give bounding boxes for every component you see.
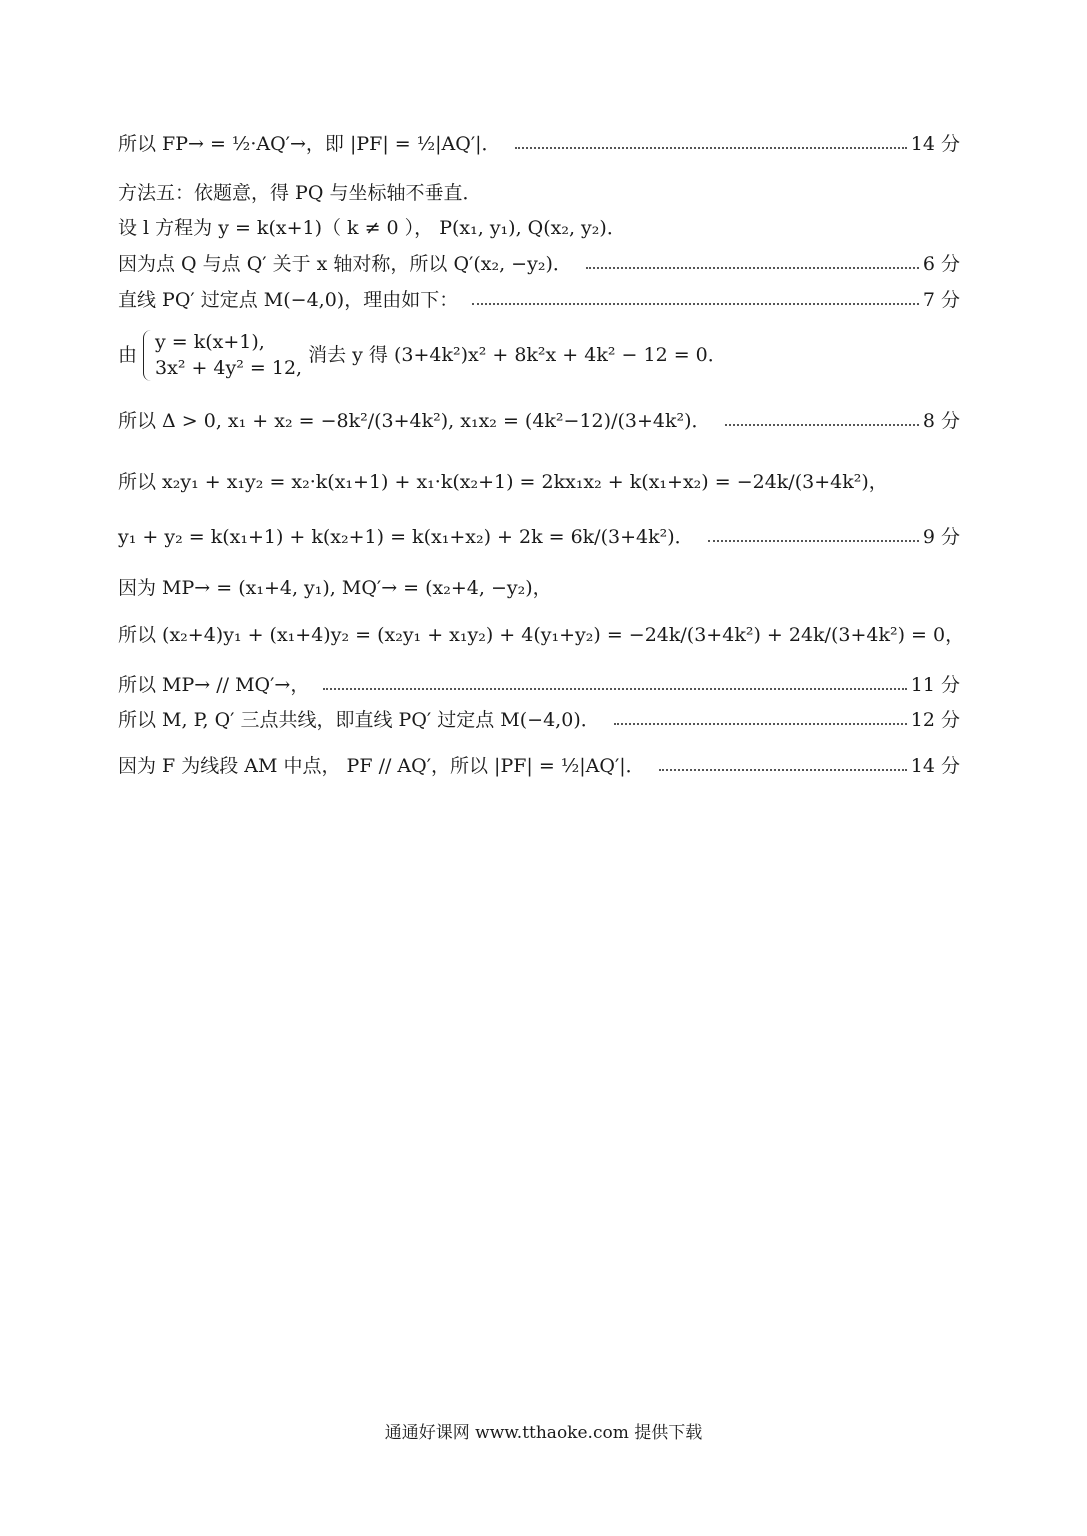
dot-leader	[323, 688, 906, 690]
line-text: 方法五：依题意，得 PQ 与坐标轴不垂直．	[118, 182, 482, 204]
line-5	[118, 289, 960, 312]
score-label: 12 分	[910, 709, 960, 731]
system-row-2: 3x² + 4y² = 12,	[155, 356, 303, 379]
score-label: 8 分	[922, 410, 960, 432]
score-label: 11 分	[910, 674, 960, 696]
equation-system-line	[118, 330, 960, 381]
score-label: 6 分	[922, 253, 960, 275]
line-text: 设 l 方程为 y = k(x+1)（ k ≠ 0 ）， P(x₁, y₁), Q(x₂, y₂)．	[118, 217, 626, 239]
dot-leader	[659, 769, 907, 771]
line-text: 所以 x₂y₁ + x₁y₂ = x₂·k(x₁+1) + x₁·k(x₂+1) = 2kx₁x₂ + k(x₁+x₂) = −24k/(3+4k²)，	[118, 471, 888, 493]
score-label: 9 分	[922, 526, 960, 548]
dot-leader	[515, 147, 907, 149]
line-text: y₁ + y₂ = k(x₁+1) + k(x₂+1) = k(x₁+x₂) + 2k = 6k/(3+4k²)．	[118, 526, 694, 548]
line-text: 因为 F 为线段 AM 中点， PF // AQ′，所以 |PF| = ½|AQ′|．	[118, 755, 645, 777]
dot-leader	[708, 540, 919, 542]
dot-leader	[725, 424, 919, 426]
line-text: 所以 FP→ = ½·AQ′→，即 |PF| = ½|AQ′|．	[118, 133, 501, 155]
line-2	[118, 182, 960, 205]
line-8	[118, 526, 960, 549]
dot-leader	[614, 723, 907, 725]
score-label: 14 分	[910, 133, 960, 155]
system-prefix: 由	[118, 344, 138, 367]
equation-system	[143, 330, 302, 381]
line-text: 因为点 Q 与点 Q′ 关于 x 轴对称，所以 Q′(x₂, −y₂)．	[118, 253, 572, 275]
line-text: 所以 Δ > 0, x₁ + x₂ = −8k²/(3+4k²), x₁x₂ = (4k²−12)/(3+4k²)．	[118, 410, 711, 432]
line-text: 因为 MP→ = (x₁+4, y₁), MQ′→ = (x₂+4, −y₂)，	[118, 577, 552, 599]
line-text: 所以 MP→ // MQ′→，	[118, 674, 310, 696]
line-6	[118, 410, 960, 433]
line-text: 所以 (x₂+4)y₁ + (x₁+4)y₂ = (x₂y₁ + x₁y₂) + 4(y₁+y₂) = −24k/(3+4k²) + 24k/(3+4k²) = 0，	[118, 624, 965, 646]
line-7	[118, 471, 960, 494]
line-12	[118, 709, 960, 732]
line-9	[118, 577, 960, 600]
left-brace	[143, 330, 154, 381]
system-row-1: y = k(x+1),	[155, 331, 265, 353]
dot-leader	[586, 267, 919, 269]
line-1	[118, 133, 960, 156]
system-suffix: 消去 y 得 (3+4k²)x² + 8k²x + 4k² − 12 = 0．	[308, 344, 727, 367]
line-10	[118, 624, 965, 647]
dot-leader	[472, 303, 919, 305]
page-footer: 通通好课网 www.tthaoke.com 提供下载	[384, 1423, 703, 1443]
line-13	[118, 755, 960, 778]
line-3	[118, 217, 960, 240]
score-label: 7 分	[922, 289, 960, 311]
line-text: 直线 PQ′ 过定点 M(−4,0)，理由如下：	[118, 289, 459, 311]
line-4	[118, 253, 960, 276]
line-text: 所以 M, P, Q′ 三点共线，即直线 PQ′ 过定点 M(−4,0)．	[118, 709, 600, 731]
score-label: 14 分	[910, 755, 960, 777]
line-11	[118, 674, 960, 697]
